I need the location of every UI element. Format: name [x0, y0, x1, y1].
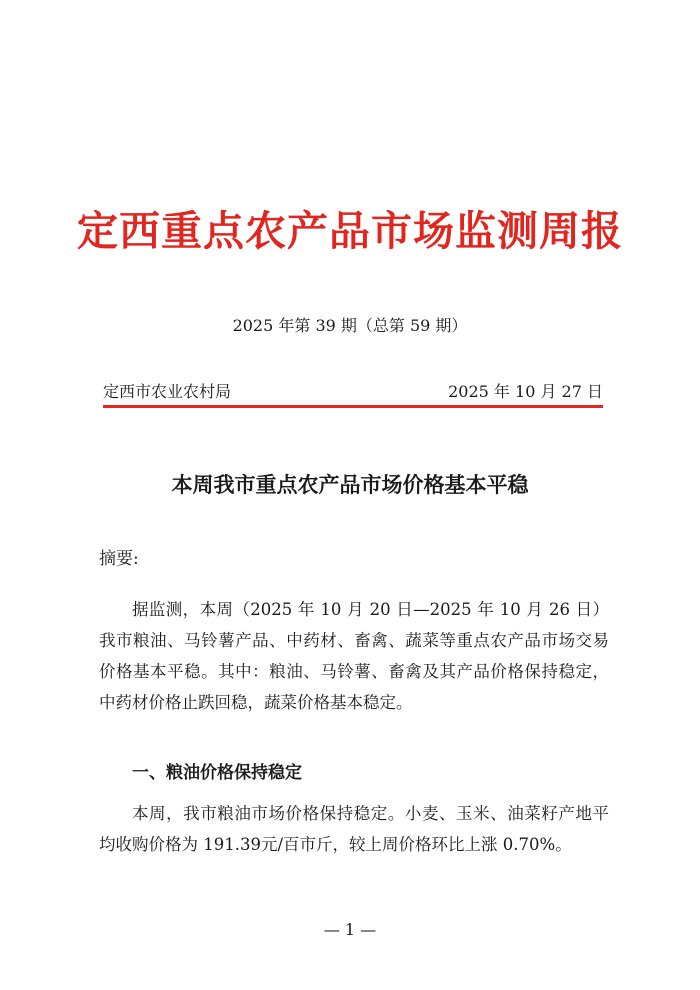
article-headline: 本周我市重点农产品市场价格基本平稳 [171, 473, 529, 497]
header-divider [103, 405, 603, 408]
issuer-name: 定西市农业农村局 [103, 382, 232, 401]
page-number: — 1 — [323, 920, 377, 939]
summary-paragraph: 据监测，本周（2025 年 10 月 20 日—2025 年 10 月 26 日）我市粮油、马铃薯产品、中药材、畜禽、蔬菜等重点农产品市场交易价格基本平稳。其中：粮油、马铃薯、畜禽及其产品价格保持稳定，中药材价格止跌回稳，蔬菜价格基本稳定。 [99, 600, 609, 712]
issue-date: 2025 年 10 月 27 日 [448, 382, 603, 401]
section-body-paragraph: 本周，我市粮油市场价格保持稳定。小麦、玉米、油菜籽产地平均收购价格为 191.39元/百市斤，较上周价格环比上涨 0.70%。 [99, 804, 609, 854]
report-title: 定西重点农产品市场监测周报 [77, 207, 623, 255]
abstract-label: 摘要: [99, 549, 139, 569]
section-heading: 一、粮油价格保持稳定 [132, 763, 302, 783]
report-header-bar [103, 380, 603, 406]
issue-number: 2025 年第 39 期（总第 59 期） [232, 316, 468, 335]
